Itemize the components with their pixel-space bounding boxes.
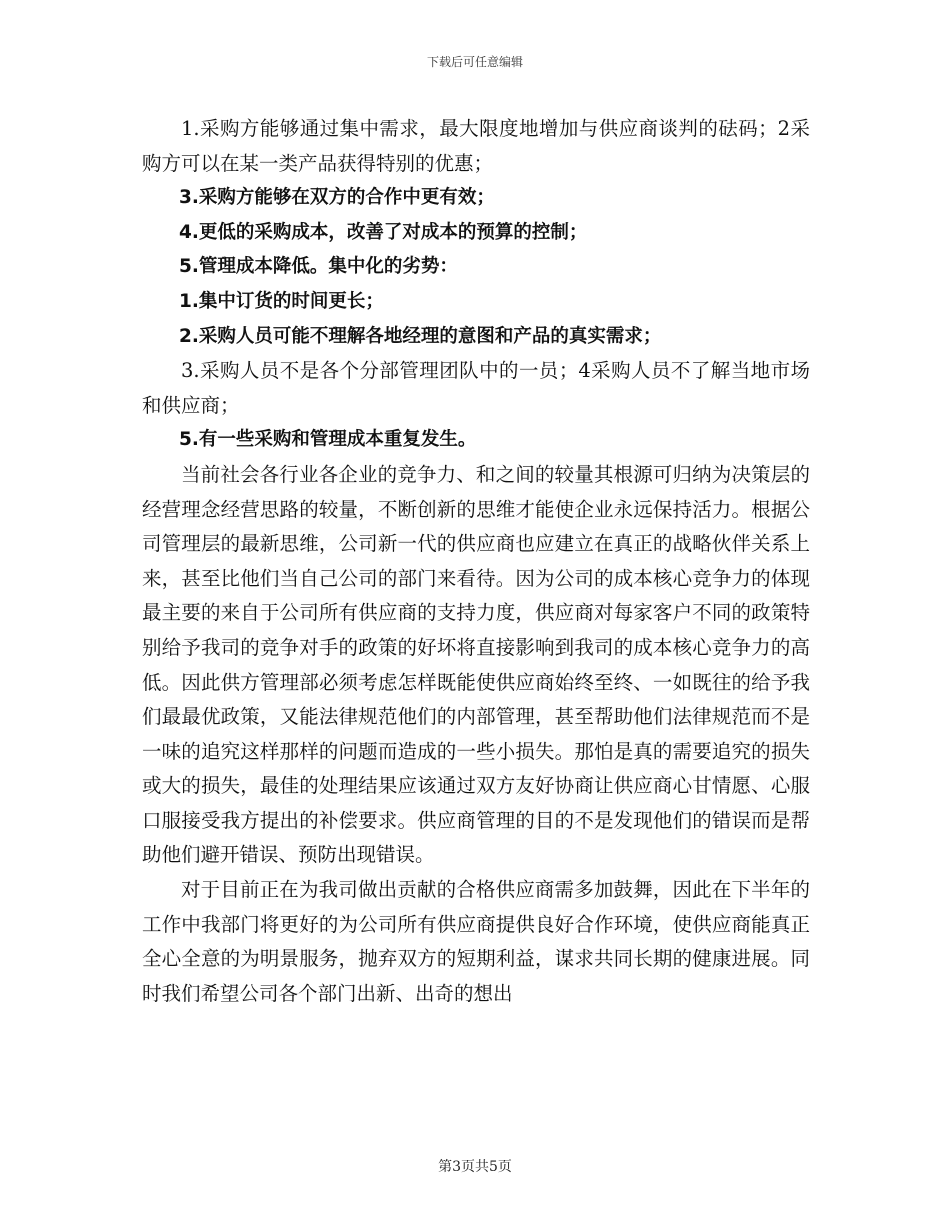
document-body bbox=[142, 112, 810, 1011]
paragraph-item-6: 2.采购人员可能不理解各地经理的意图和产品的真实需求； bbox=[179, 325, 662, 347]
paragraph-item-4: 5.管理成本降低。集中化的劣势： bbox=[179, 256, 458, 278]
paragraph-item-5: 1.集中订货的时间更长； bbox=[179, 290, 384, 312]
paragraph-item-2: 3.采购方能够在双方的合作中更有效； bbox=[179, 187, 495, 209]
paragraph-item-1: 1.采购方能够通过集中需求，最大限度地增加与供应商谈判的砝码；2采购方可以在某一类产品获得特别的优惠； bbox=[142, 117, 810, 175]
paragraph-item-7: 3.采购人员不是各个分部管理团队中的一员；4采购人员不了解当地市场和供应商； bbox=[142, 359, 810, 417]
paragraph-item-8: 5.有一些采购和管理成本重复发生。 bbox=[179, 429, 477, 451]
page-footer: 第3页共5页 bbox=[438, 1159, 512, 1175]
page-header: 下载后可任意编辑 bbox=[426, 55, 523, 69]
paragraph-body-2: 对于目前正在为我司做出贡献的合格供应商需多加鼓舞，因此在下半年的工作中我部门将更好的为公司所有供应商提供良好合作环境，使供应商能真正全心全意的为明景服务，抛弃双方的短期利益，谋求共同长期的健康进展。同时我们希望公司各个部门出新、出奇的想出 bbox=[142, 878, 810, 1005]
paragraph-body-1: 当前社会各行业各企业的竞争力、和之间的较量其根源可归纳为决策层的经营理念经营思路的较量，不断创新的思维才能使企业永远保持活力。根据公司管理层的最新思维，公司新一代的供应商也应建立在真正的战略伙伴关系上来，甚至比他们当自己公司的部门来看待。因为公司的成本核心竞争力的体现最主要的来自于公司所有供应商的支持力度，供应商对每家客户不同的政策特别给予我司的竞争对手的政策的好坏将直接影响到我司的成本核心竞争力的高低。因此供方管理部必须考虑怎样既能使供应商始终至终、一如既往的给予我们最最优政策，又能法律规范他们的内部管理，甚至帮助他们法律规范而不是一味的追究这样那样的问题而造成的一些小损失。那怕是真的需要追究的损失或大的损失，最佳的处理结果应该通过双方友好协商让供应商心甘情愿、心服口服接受我方提出的补偿要求。供应商管理的目的不是发现他们的错误而是帮助他们避开错误、预防出现错误。 bbox=[142, 462, 810, 867]
paragraph-item-3: 4.更低的采购成本，改善了对成本的预算的控制； bbox=[179, 221, 588, 243]
